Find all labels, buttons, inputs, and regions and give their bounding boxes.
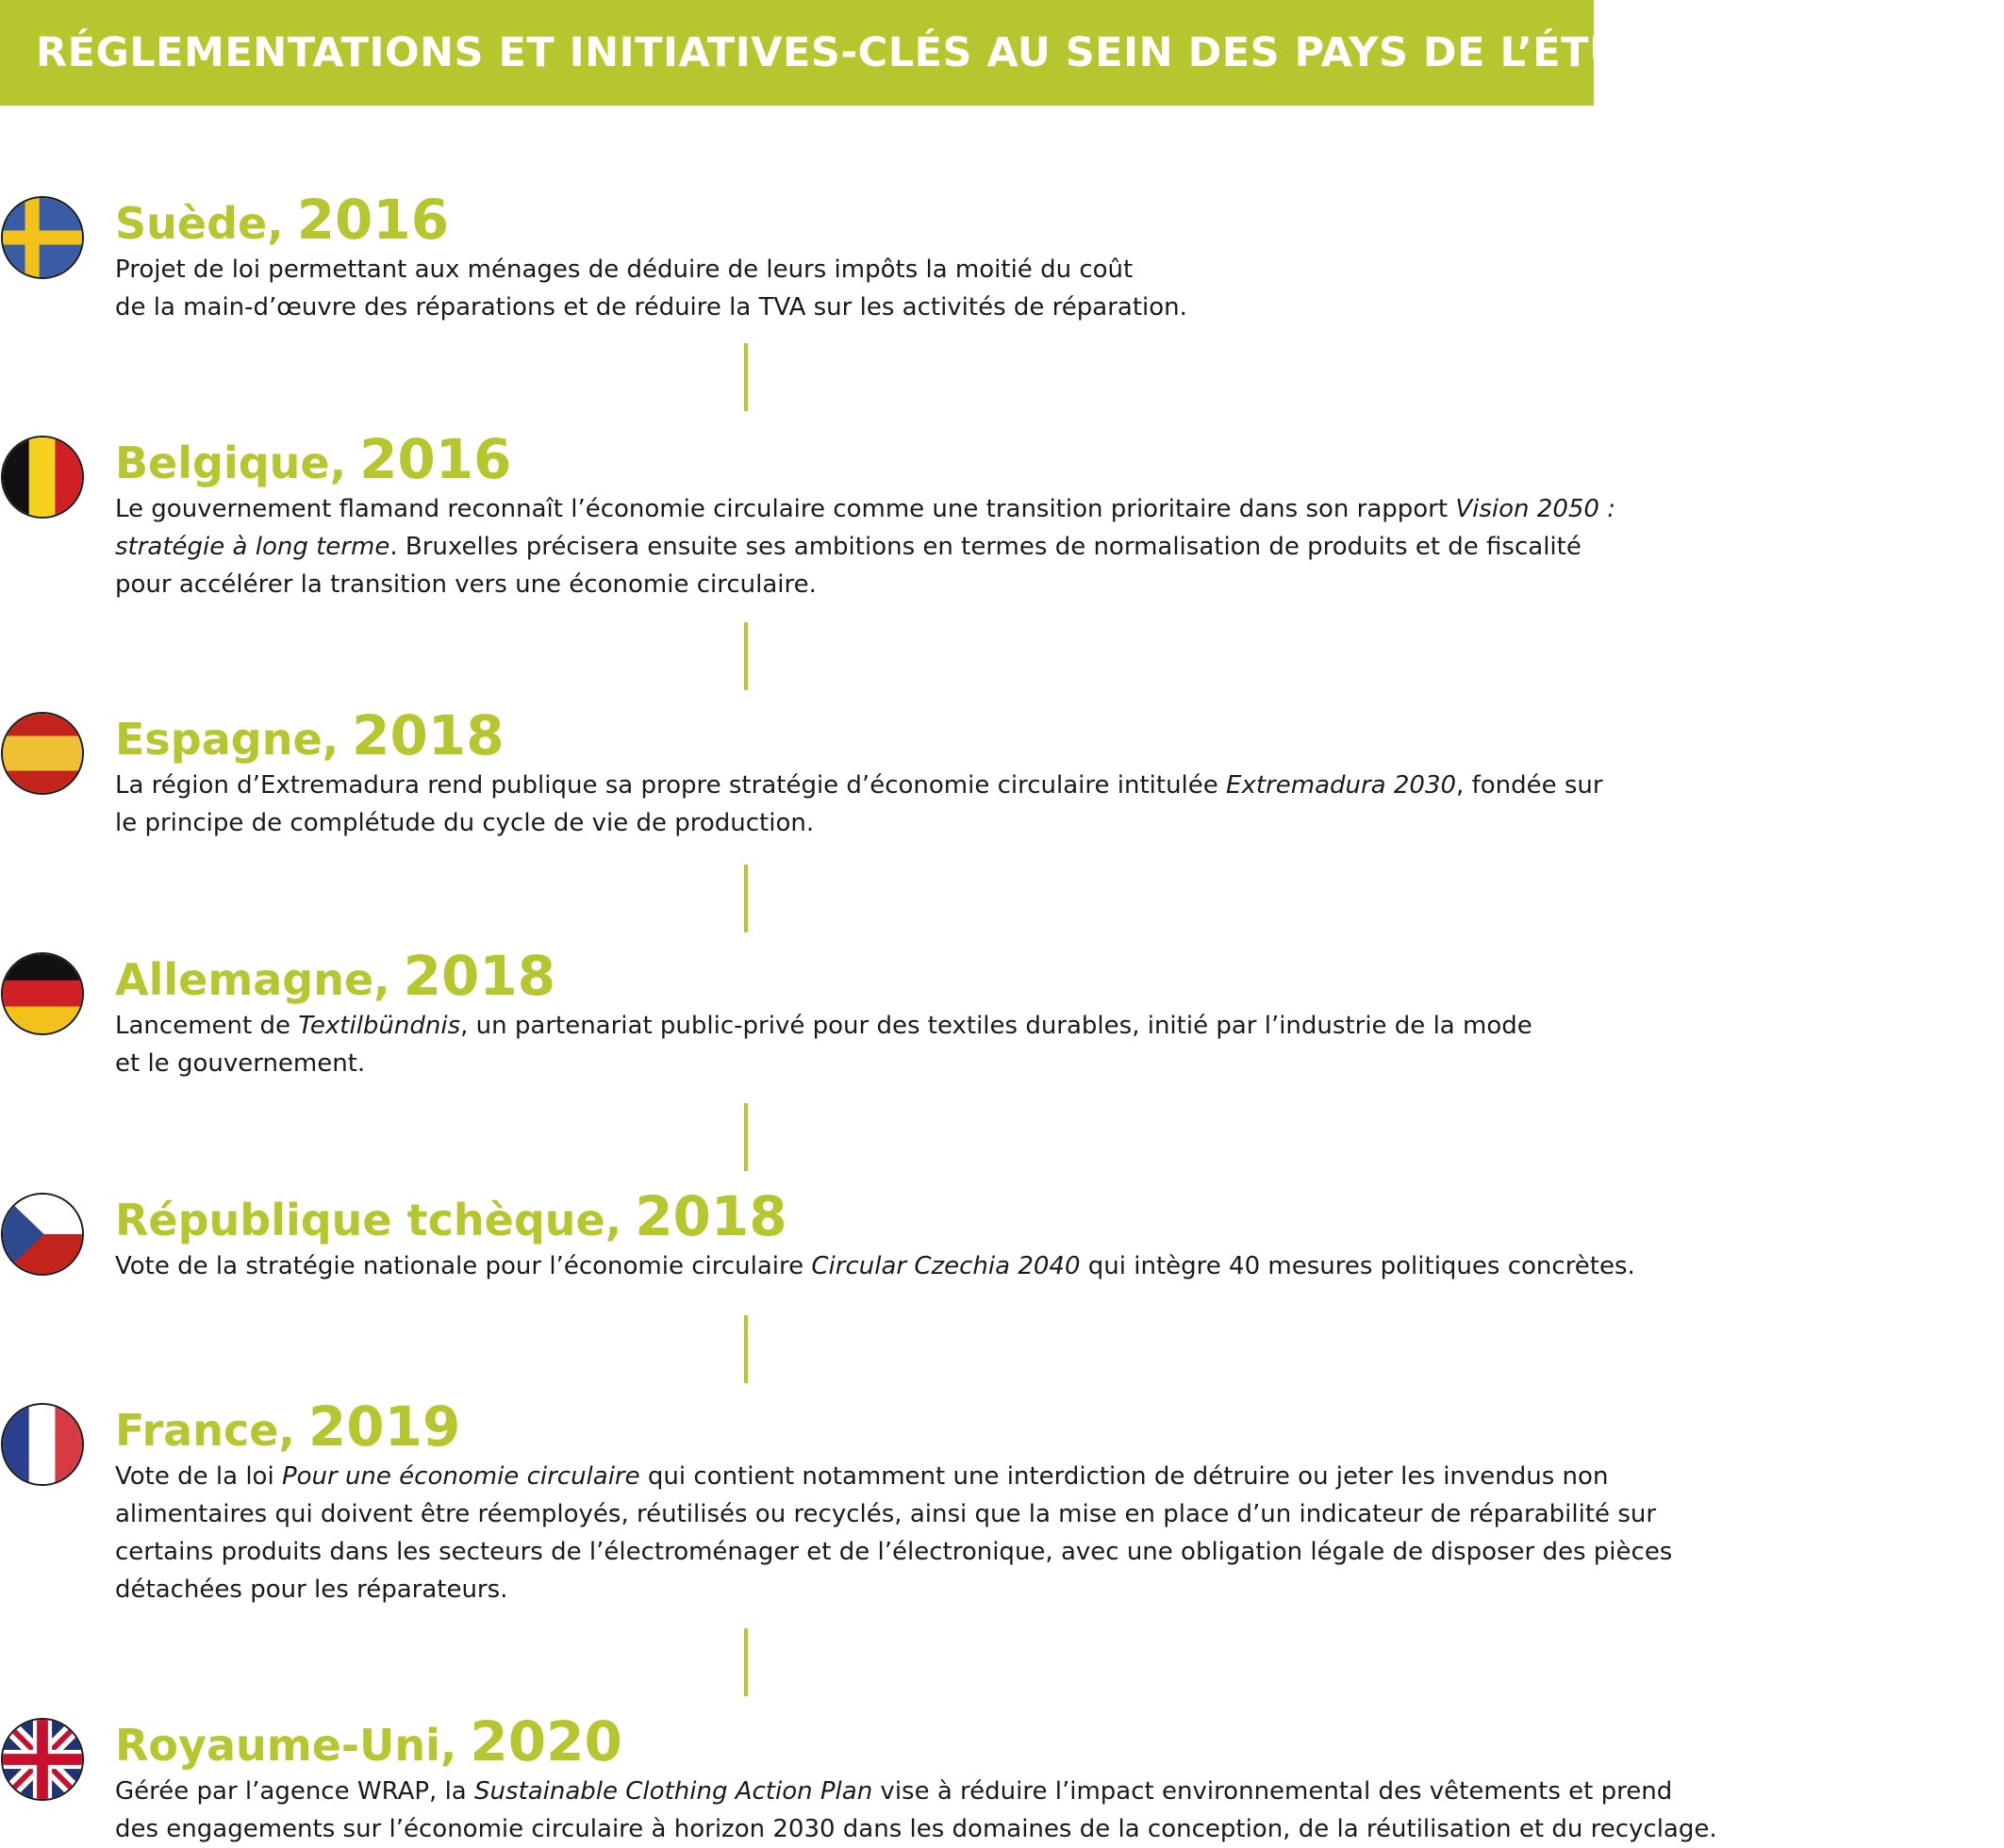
text-segment: Projet de loi permettant aux ménages de déduire de leurs impôts la moitié du coût xyxy=(115,256,1134,284)
italic-title: stratégie à long terme xyxy=(115,533,390,561)
country-name: Allemagne, xyxy=(115,954,390,1005)
text-segment: . Bruxelles précisera ensuite ses ambitions en termes de normalisation de produits et de fiscalité xyxy=(389,533,1582,561)
page-title: RÉGLEMENTATIONS ET INITIATIVES-CLÉS AU SEIN DES PAYS DE L’ÉTUDE xyxy=(36,29,1685,76)
timeline-connector xyxy=(744,865,748,932)
timeline-connector xyxy=(744,622,748,690)
text-segment: de la main-d’œuvre des réparations et de réduire la TVA sur les activités de réparation. xyxy=(115,293,1187,322)
entry-heading xyxy=(115,1394,461,1459)
text-segment: La région d’Extremadura rend publique sa propre stratégie d’économie circulaire intitulée xyxy=(115,771,1227,800)
entry-heading xyxy=(115,188,450,252)
timeline-connector xyxy=(744,1628,748,1696)
description-line xyxy=(115,1571,1672,1609)
text-segment: des engagements sur l’économie circulaire à horizon 2030 dans les domaines de la conception, de la réutilisation et du recyclage. xyxy=(115,1815,1717,1843)
text-segment: , fondée sur xyxy=(1456,771,1603,800)
entry-heading xyxy=(115,1184,787,1248)
entry-description xyxy=(115,1458,1672,1609)
timeline-connector xyxy=(744,1315,748,1383)
entry-heading xyxy=(115,703,505,767)
spain-flag-icon xyxy=(1,712,84,795)
entry-year: 2018 xyxy=(635,1184,787,1248)
italic-title: Extremadura 2030 xyxy=(1226,771,1457,800)
italic-title: Textilbündnis xyxy=(298,1012,461,1040)
description-line xyxy=(115,767,1603,804)
text-segment: qui intègre 40 mesures politiques concrètes. xyxy=(1080,1252,1635,1280)
text-segment: certains produits dans les secteurs de l’électroménager et de l’électronique, avec une obligation légale de disposer des pièces xyxy=(115,1538,1673,1566)
country-name: Royaume-Uni, xyxy=(115,1720,457,1771)
entry-year: 2020 xyxy=(470,1709,622,1774)
description-line xyxy=(115,1533,1672,1571)
italic-title: Sustainable Clothing Action Plan xyxy=(474,1777,873,1806)
description-line xyxy=(115,251,1187,289)
text-segment: pour accélérer la transition vers une économie circulaire. xyxy=(115,570,817,599)
text-segment: Le gouvernement flamand reconnaît l’économie circulaire comme une transition prioritaire dans son rapport xyxy=(115,495,1456,523)
entry-description xyxy=(115,251,1187,326)
entry-year: 2016 xyxy=(359,427,512,491)
country-name: République tchèque, xyxy=(115,1195,622,1246)
entry-year: 2016 xyxy=(296,188,450,252)
text-segment: Vote de la loi xyxy=(115,1462,282,1491)
entry-description xyxy=(115,1773,1717,1848)
text-segment: , un partenariat public-privé pour des textiles durables, initié par l’industrie de la mode xyxy=(460,1012,1532,1040)
description-line xyxy=(115,1773,1717,1810)
text-segment: détachées pour les réparateurs. xyxy=(115,1576,508,1604)
entry-heading xyxy=(115,427,512,491)
italic-title: Pour une économie circulaire xyxy=(281,1462,640,1491)
description-line xyxy=(115,1495,1672,1533)
belgium-flag-icon xyxy=(1,436,84,519)
france-flag-icon xyxy=(1,1403,84,1486)
text-segment: et le gouvernement. xyxy=(115,1049,366,1078)
germany-flag-icon xyxy=(1,952,84,1035)
entry-heading xyxy=(115,1709,622,1774)
country-name: France, xyxy=(115,1405,295,1456)
italic-title: Circular Czechia 2040 xyxy=(811,1252,1081,1280)
sweden-flag-icon xyxy=(1,196,84,279)
description-line xyxy=(115,1458,1672,1495)
text-segment: le principe de complétude du cycle de vie de production. xyxy=(115,809,815,837)
description-line xyxy=(115,1045,1532,1082)
description-line xyxy=(115,1810,1717,1848)
country-name: Belgique, xyxy=(115,437,347,488)
entry-description xyxy=(115,767,1603,842)
title-banner xyxy=(0,0,1685,106)
entry-heading xyxy=(115,944,556,1008)
entry-year: 2018 xyxy=(403,944,556,1008)
description-line xyxy=(115,1007,1532,1045)
description-line xyxy=(115,1247,1635,1285)
entry-description xyxy=(115,1007,1532,1082)
entry-year: 2018 xyxy=(352,703,505,767)
uk-flag-icon xyxy=(1,1718,84,1801)
entry-year: 2019 xyxy=(307,1394,461,1459)
timeline-connector xyxy=(744,343,748,411)
description-line xyxy=(115,528,1615,566)
entry-description xyxy=(115,1247,1635,1285)
description-line xyxy=(115,566,1615,603)
timeline-connector xyxy=(744,1103,748,1171)
text-segment: Lancement de xyxy=(115,1012,299,1040)
text-segment: Gérée par l’agence WRAP, la xyxy=(115,1777,474,1806)
description-line xyxy=(115,289,1187,326)
entry-description xyxy=(115,490,1615,603)
italic-title: Vision 2050 : xyxy=(1455,495,1615,523)
text-segment: vise à réduire l’impact environnemental des vêtements et prend xyxy=(872,1777,1673,1806)
czech-flag-icon xyxy=(1,1193,84,1276)
description-line xyxy=(115,490,1615,528)
description-line xyxy=(115,804,1603,842)
text-segment: qui contient notamment une interdiction de détruire ou jeter les invendus non xyxy=(639,1462,1609,1491)
text-segment: Vote de la stratégie nationale pour l’économie circulaire xyxy=(115,1252,812,1280)
country-name: Espagne, xyxy=(115,714,340,765)
country-name: Suède, xyxy=(115,198,284,249)
text-segment: alimentaires qui doivent être réemployés, réutilisés ou recyclés, ainsi que la mise en place d’un indicateur de réparabilité sur xyxy=(115,1500,1657,1528)
